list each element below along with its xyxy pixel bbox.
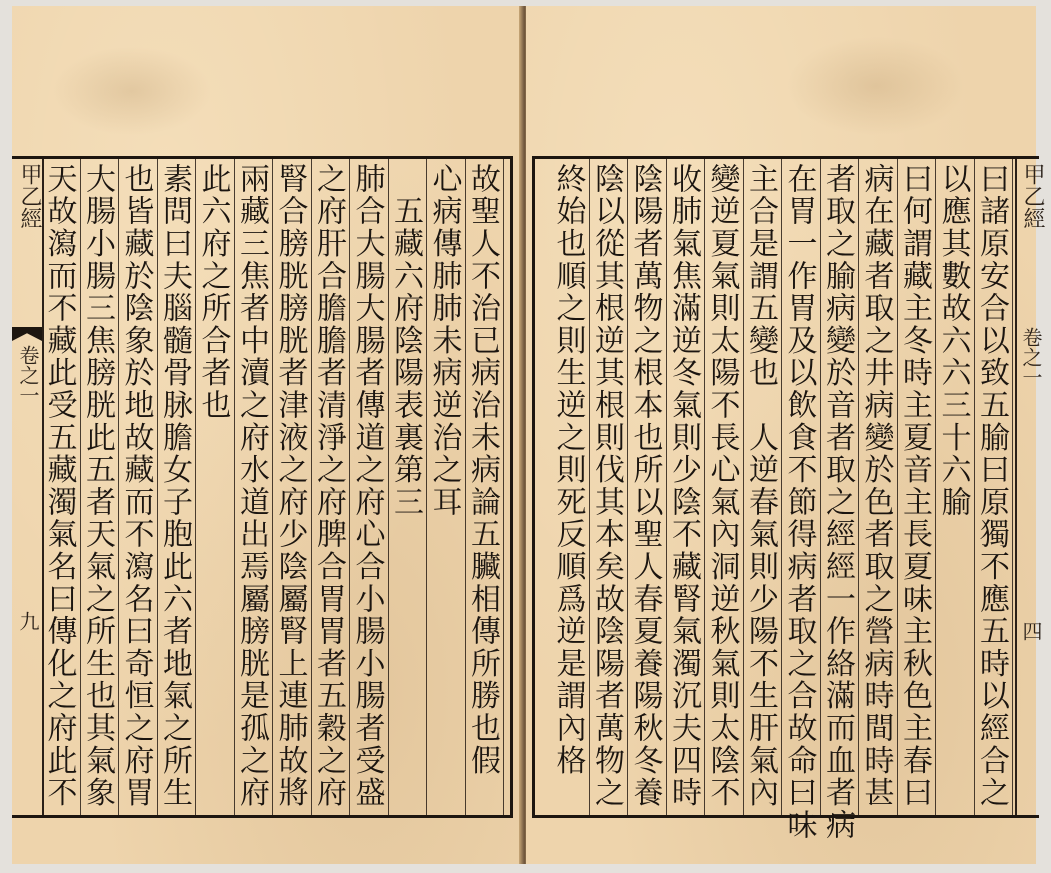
right-text-column: 曰何謂藏主冬時主夏音主長夏味主秋色主春曰: [897, 163, 932, 809]
left-page: [12, 6, 522, 864]
left-text-column: 素問曰夫腦髓骨脉膽女子胞此六者地氣之所生: [157, 163, 192, 809]
right-text-column: 陰以從其根逆其根則伐其本矣故陰陽者萬物之: [589, 163, 624, 809]
column-rule: [426, 159, 427, 815]
left-text-column: 肺合大腸大腸者傳道之府心合小腸小腸者受盛: [349, 163, 385, 809]
right-text-column: 變逆夏氣則太陽不長心氣內洞逆秋氣則太陰不: [704, 163, 740, 809]
column-rule: [349, 159, 350, 815]
right-text-column: 病在藏者取之井病變於色者取之營病時間時甚: [858, 163, 894, 809]
right-text-column: 在胃一作胃及以飲食不節得病者取之合故命曰味: [781, 163, 817, 842]
column-rule: [465, 159, 466, 815]
column-rule: [743, 159, 744, 815]
column-rule: [272, 159, 273, 815]
left-text-column: 腎合膀胱膀胱者津液之府少陰屬腎上連肺故將: [272, 163, 308, 809]
column-rule: [195, 159, 196, 815]
column-rule: [858, 159, 859, 815]
column-rule: [118, 159, 119, 815]
right-text-column: 主合是謂五變也 人逆春氣則少陽不生肝氣內: [743, 163, 778, 809]
right-text-column: 以應其數故六六三十六腧: [935, 163, 971, 519]
column-rule: [503, 159, 504, 815]
column-rule: [80, 159, 81, 815]
left-text-column: 心病傳肺肺未病逆治之耳: [426, 163, 462, 519]
paper-stain: [786, 36, 966, 136]
column-rule: [935, 159, 936, 815]
column-rule: [666, 159, 667, 815]
right-text-column: 曰諸原安合以致五腧曰原獨不應五時以經合之: [974, 163, 1009, 809]
column-rule: [1012, 159, 1013, 815]
left-book-title: 甲乙經: [17, 163, 42, 229]
column-rule: [897, 159, 898, 815]
column-rule: [157, 159, 158, 815]
right-text-column: 收肺氣焦滿逆冬氣則少陰不藏腎氣濁沉夫四時: [666, 163, 701, 809]
right-page: [526, 6, 1045, 864]
column-rule: [781, 159, 782, 815]
column-rule: [627, 159, 628, 815]
left-text-column: 也皆藏於陰象於地故藏而不瀉名曰奇恒之府胃: [118, 163, 154, 809]
paper-stain: [52, 46, 212, 136]
left-text-column: 之府肝合膽膽者清淨之府脾合胃胃者五穀之府: [311, 163, 346, 809]
column-rule: [388, 159, 389, 815]
left-text-column: 天故瀉而不藏此受五藏濁氣名曰傳化之府此不: [41, 163, 77, 809]
fishtail-mark: [12, 327, 42, 341]
right-margin-strip: [1015, 159, 1045, 815]
right-text-column: 者取之腧病變於音者取之經經一作絡滿而血者病: [820, 163, 855, 842]
left-text-frame: [12, 156, 513, 818]
right-text-column: 終始也順之則生逆之則死反順爲逆是謂內格: [550, 163, 586, 777]
column-rule: [974, 159, 975, 815]
column-rule: [820, 159, 821, 815]
column-rule: [704, 159, 705, 815]
right-volume-label: 卷之一: [1019, 327, 1043, 387]
left-text-column: 大腸小腸三焦膀胱此五者天氣之所生也其氣象: [80, 163, 115, 809]
right-book-title: 甲乙經: [1020, 163, 1045, 229]
right-text-frame: [532, 156, 1045, 842]
left-folio-number: 九: [16, 611, 40, 631]
left-text-column: 故聖人不治已病治未病論五臟相傳所勝也假: [465, 163, 500, 777]
left-text-column: 此六府之所合者也: [195, 163, 231, 422]
right-text-column: 陰陽者萬物之根本也所以聖人春夏養陽秋冬養: [627, 163, 663, 809]
column-rule: [311, 159, 312, 815]
column-rule: [234, 159, 235, 815]
column-rule: [589, 159, 590, 815]
left-text-column: 五藏六府陰陽表裏第三: [388, 163, 423, 519]
left-text-column: 兩藏三焦者中瀆之府水道出焉屬膀胱是孤之府: [234, 163, 269, 809]
left-volume-label: 卷之一: [16, 345, 40, 405]
right-folio-number: 四: [1019, 621, 1043, 641]
